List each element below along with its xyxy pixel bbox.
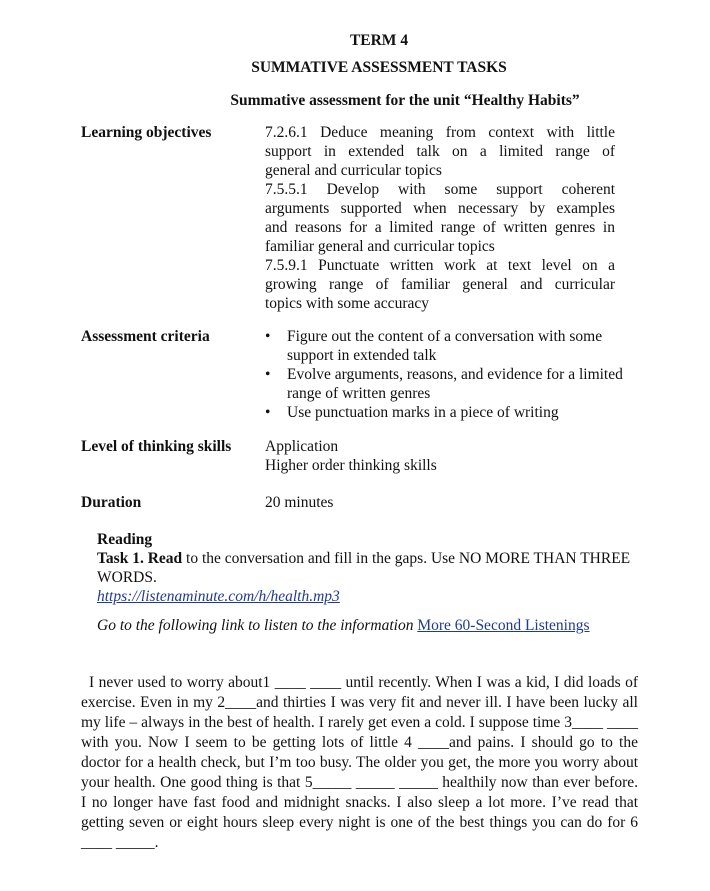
more-listenings-link[interactable]: More 60-Second Listenings [417, 617, 590, 634]
objective-line: 7.5.5.1 Develop with some support coherent [265, 181, 615, 198]
thinking-values [265, 437, 615, 475]
objective-line: growing range of familiar general and curricular [265, 276, 615, 293]
objective-line: arguments supported when necessary by examples [265, 200, 615, 217]
criteria-list [265, 327, 635, 422]
page-title: SUMMATIVE ASSESSMENT TASKS [251, 59, 507, 76]
audio-link[interactable]: https://listenaminute.com/h/health.mp3 [97, 588, 340, 605]
unit-subtitle: Summative assessment for the unit “Healthy Habits” [230, 92, 580, 109]
gap-fill-passage [81, 673, 638, 853]
objectives-label: Learning objectives [81, 124, 212, 141]
thinking-line: Higher order thinking skills [265, 457, 437, 474]
task-text: to the conversation and fill in the gaps. Use NO MORE THAN THREE WORDS. [97, 550, 631, 586]
reading-heading: Reading [97, 531, 153, 548]
goto-text: Go to the following link to listen to the information [97, 617, 418, 634]
criteria-item: • Evolve arguments, reasons, and evidence for a limited range of written genres [265, 365, 635, 403]
objective-line: 7.2.6.1 Deduce meaning from context with little [265, 124, 615, 141]
objective-line: general and curricular topics [265, 162, 442, 179]
criteria-item: • Use punctuation marks in a piece of writing [265, 403, 635, 422]
objective-line: familiar general and curricular topics [265, 238, 495, 255]
passage-text: I never used to worry about1 ____ ____ until recently. When I was a kid, I did loads of exercise. Even in my 2____and thirties I was very fit and never ill. I have been lucky all my life – always in the best of health. I rarely get even a cold. I suppose time 3____ ____ with you. Now I seem to be getting lots of little 4 ____and pains. I should go to the doctor for a health check, but I’m too busy. The older you get, the more you worry about your health. One good thing is that 5_____ _____ _____ healthily now than ever before. I no longer have fast food and midnight snacks. I also sleep a lot more. I’ve read that getting seven or eight hours sleep every night is one of the best things you can do for 6 ____ _____. [81, 674, 638, 851]
thinking-label: Level of thinking skills [81, 438, 232, 455]
duration-label: Duration [81, 494, 142, 511]
criteria-label: Assessment criteria [81, 328, 210, 345]
thinking-line: Application [265, 438, 339, 455]
objective-line: 7.5.9.1 Punctuate written work at text level on a [265, 257, 615, 274]
objectives-list [265, 123, 615, 313]
term-heading: TERM 4 [349, 32, 409, 49]
objective-line: support in extended talk on a limited range of [265, 143, 615, 160]
task-instruction [97, 549, 637, 587]
criteria-item: • Figure out the content of a conversation with some support in extended talk [265, 327, 635, 365]
objective-line: and reasons for a limited range of written genres in [265, 219, 615, 236]
objective-line: topics with some accuracy [265, 295, 429, 312]
goto-line [97, 616, 637, 635]
task-label: Task 1. Read [97, 550, 183, 567]
duration-value: 20 minutes [265, 494, 334, 511]
reading-section [97, 530, 637, 635]
